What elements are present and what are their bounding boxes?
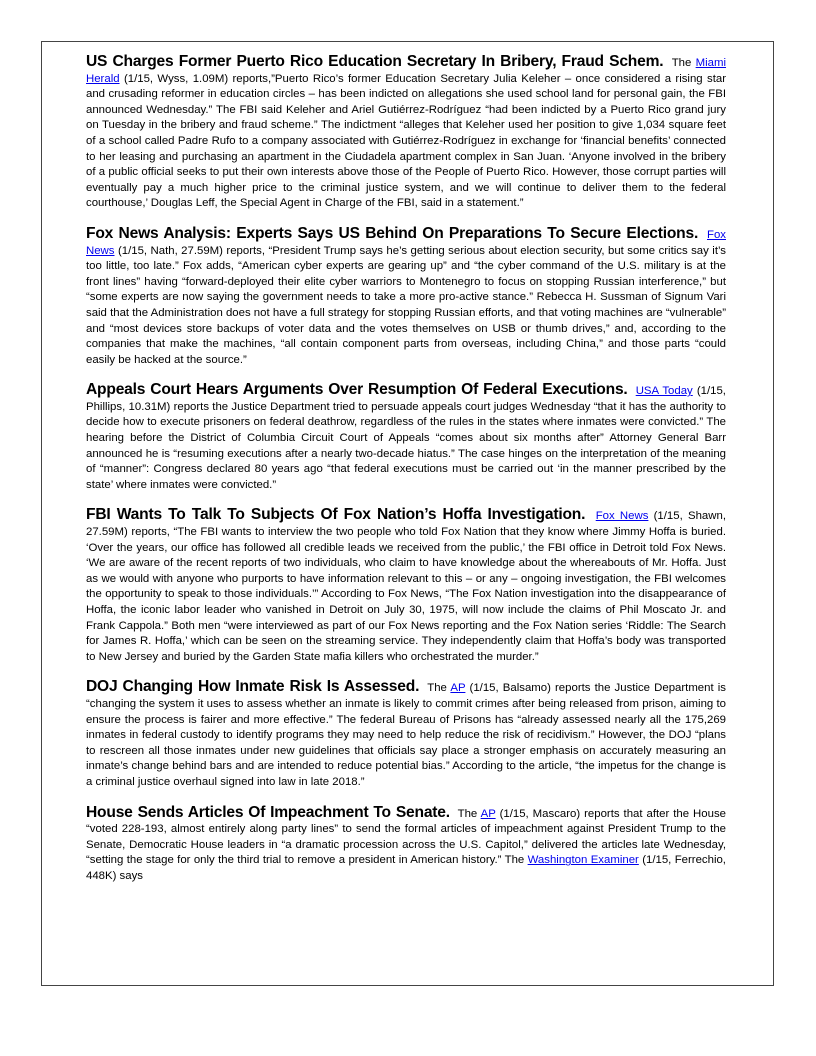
article-body: (1/15, Wyss, 1.09M) reports,”Puerto Rico’s former Education Secretary Julia Keleher – once considered a rising star and crusading reformer in education circles – has been indicted on allegations she used school land for personal gain, the FBI announced Wednesday.” The FBI said Keleher and Ariel Gutiérrez-Rodríguez “had been indicted by a Puerto Rico grand jury on Tuesday in the bribery and fraud scheme.” The indictment “alleges that Keleher used her position to give 1,034 square feet of a school called Padre Rufo to a company associated with Gutiérrez-Rodríguez in exchange for ‘financial benefits’ connected to her leasing and purchasing an apartment in the Ciudadela apartment complex in San Juan. ‘Anyone involved in the bribery of a public official seeks to put their own interests above those of the People of Puerto Rico. However, those corrupt parties will eventually pay a much higher price to the criminal justice system, and we will continue to deliver them to the federal courthouse,’ Douglas Leff, the Special Agent in Charge of the FBI, said in a statement.”: [86, 72, 726, 210]
article-headline: DOJ Changing How Inmate Risk Is Assessed.: [86, 678, 420, 696]
source-link-miami-herald[interactable]: Miami Herald: [86, 57, 727, 85]
article-election-security: [86, 226, 726, 368]
article-list: [86, 54, 726, 899]
article-body: (1/15, Mascaro) reports that after the House “voted 228-193, almost entirely along party lines” to send the formal articles of impeachment against President Trump to the Senate, Democratic House leaders in “a dramatic procession across the U.S. Capitol,” delivered the articles late Wednesday, “setting the stage for only the third trial to remove a president in American history.” The: [86, 807, 726, 867]
article-headline: FBI Wants To Talk To Subjects Of Fox Nation’s Hoffa Investigation.: [86, 506, 586, 524]
article-body-continued: (1/15, Ferrechio, 448K) says: [86, 854, 726, 882]
article-headline: Fox News Analysis: Experts Says US Behind On Preparations To Secure Elections.: [86, 224, 699, 242]
source-link-ap[interactable]: AP: [450, 682, 466, 695]
article-impeachment: [86, 805, 726, 885]
source-link-fox-news[interactable]: Fox News: [86, 228, 726, 257]
article-lead: The: [457, 807, 478, 820]
source-link-usa-today[interactable]: USA Today: [635, 385, 693, 398]
article-body: (1/15, Phillips, 10.31M) reports the Justice Department tried to persuade appeals court judges Wednesday “that it has the authority to decide how to execute prisoners on federal deathrow, regardless of the rules in the states where inmates were convicted.” The hearing before the District of Columbia Circuit Court of Appeals “comes about six months after” Attorney General Barr announced he is “resuming executions after a nearly two-decade hiatus.” The case hinges on the interpretation of the meaning of “manner”: Congress declared 80 years ago “that federal executions must be carried out ‘in the manner prescribed by the state’ where inmates were convicted.”: [86, 385, 726, 491]
article-hoffa-investigation: [86, 507, 726, 665]
article-body: (1/15, Shawn, 27.59M) reports, “The FBI wants to interview the two people who told Fox Nation that they know where Jimmy Hoffa is buried. ‘Over the years, our office has followed all credible leads we received from the public,’ the FBI office in Detroit told Fox News. ‘We are aware of the recent reports of two individuals, who claim to have knowledge about the whereabouts of Mr. Hoffa. Just as we would with anyone who purports to have information relevant to this – or any – ongoing investigation, the FBI welcomes the opportunity to speak to those individuals.’” According to Fox News, “The Fox Nation investigation into the disappearance of Hoffa, the iconic labor leader who vanished in Detroit on July 30, 1975, will now include the claims of Phil Moscato Jr. and Frank Cappola.” Both men “were interviewed as part of our Fox News reporting and the Fox Nation series ‘Riddle: The Search for James R. Hoffa,’ which can be seen on the streaming service. They independently claim that Hoffa’s body was transported to New Jersey and buried by the Garden State mafia killers who orchestrated the murder.”: [86, 510, 726, 663]
article-lead: The: [427, 682, 447, 695]
page-frame: [41, 41, 774, 986]
article-body: (1/15, Balsamo) reports the Justice Department is “changing the system it uses to assess whether an inmate is likely to commit crimes after being released from prison, aiming to ensure the process is fairer and more effective.” The federal Bureau of Prisons has “already assessed nearly all the 175,269 inmates in federal custody to identify programs they may need to help reduce the risk of recidivism.” However, the DOJ “plans to rescreen all those inmates under new guidelines that officials say place a stronger emphasis on accurately measuring an inmate’s change behind bars and are intended to reduce potential bias.” According to the article, “the impetus for the change is a criminal justice overhaul signed into law in late 2018.”: [86, 682, 726, 788]
article-inmate-risk: [86, 679, 726, 790]
source-link-washington-examiner[interactable]: Washington Examiner: [527, 854, 639, 867]
article-headline: Appeals Court Hears Arguments Over Resumption Of Federal Executions.: [86, 381, 628, 399]
article-federal-executions: [86, 382, 726, 493]
article-headline: House Sends Articles Of Impeachment To Senate.: [86, 803, 450, 821]
article-headline: US Charges Former Puerto Rico Education Secretary In Bribery, Fraud Schem.: [86, 53, 664, 70]
source-link-fox-news[interactable]: Fox News: [595, 510, 649, 523]
article-lead: The: [671, 57, 692, 69]
article-body: (1/15, Nath, 27.59M) reports, “President Trump says he’s getting serious about election security, but some critics say it’s too little, too late.” Fox adds, “American cyber experts are gearing up” and “the cyber command of the U.S. military is at the front lines” having “forward-deployed their elite cyber warriors to Montenegro to focus on stopping Russian interference,” but “some experts are now saying the government needs to take a more pro-active stance.” Rebecca H. Sussman of Signum Vari said that the Administration does not have a full strategy for stopping Russian efforts, and that voting machines are “vulnerable” and “most devices store backups of voter data and the votes themselves on USB or thumb drives,” and, according to the companies that make the machines, “all contain component parts from overseas, including China,” and those parts “could easily be hacked at the source.”: [86, 244, 727, 366]
source-link-ap[interactable]: AP: [480, 807, 496, 820]
article-puerto-rico-bribery: [86, 54, 726, 212]
